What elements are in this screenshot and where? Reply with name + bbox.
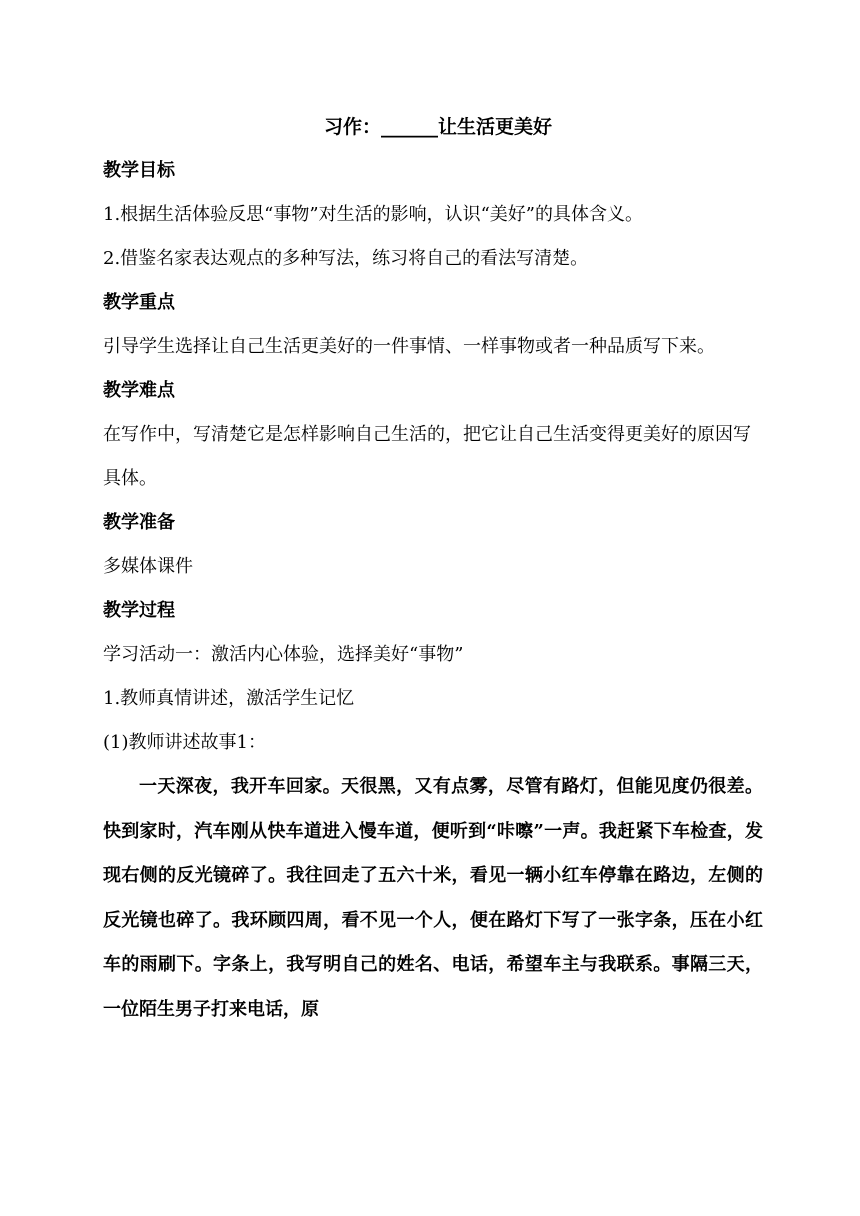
document-body [103, 112, 763, 1032]
goal-item-2: 2.借鉴名家表达观点的多种写法，练习将自己的看法写清楚。 [103, 248, 589, 269]
goals-heading: 教学目标 [103, 160, 175, 181]
substep-title: (1)教师讲述故事1： [103, 732, 266, 753]
document-title: 习作：______让生活更美好 [323, 116, 552, 138]
step-title: 1.教师真情讲述，激活学生记忆 [103, 688, 355, 709]
preparation-heading: 教学准备 [103, 512, 175, 533]
activity-title: 学习活动一：激活内心体验，选择美好“事物” [103, 644, 464, 665]
difficulty-text: 在写作中，写清楚它是怎样影响自己生活的，把它让自己生活变得更美好的原因写具体。 [103, 424, 751, 489]
story-paragraph: 一天深夜，我开车回家。天很黑，又有点雾，尽管有路灯，但能见度仍很差。快到家时，汽车刚从快车道进入慢车道，便听到“咔嚓”一声。我赶紧下车检查，发现右侧的反光镜碎了。我往回走了五六十米，看见一辆小红车停靠在路边，左侧的反光镜也碎了。我环顾四周，看不见一个人，便在路灯下写了一张字条，压在小红车的雨刷下。字条上，我写明自己的姓名、电话，希望车主与我联系。事隔三天，一位陌生男子打来电话，原 [103, 776, 763, 1020]
preparation-text: 多媒体课件 [103, 556, 193, 577]
goal-item-1: 1.根据生活体验反思“事物”对生活的影响，认识“美好”的具体含义。 [103, 204, 643, 225]
difficulty-heading: 教学难点 [103, 380, 175, 401]
process-heading: 教学过程 [103, 600, 175, 621]
focus-text: 引导学生选择让自己生活更美好的一件事情、一样事物或者一种品质写下来。 [103, 336, 715, 357]
focus-heading: 教学重点 [103, 292, 175, 313]
